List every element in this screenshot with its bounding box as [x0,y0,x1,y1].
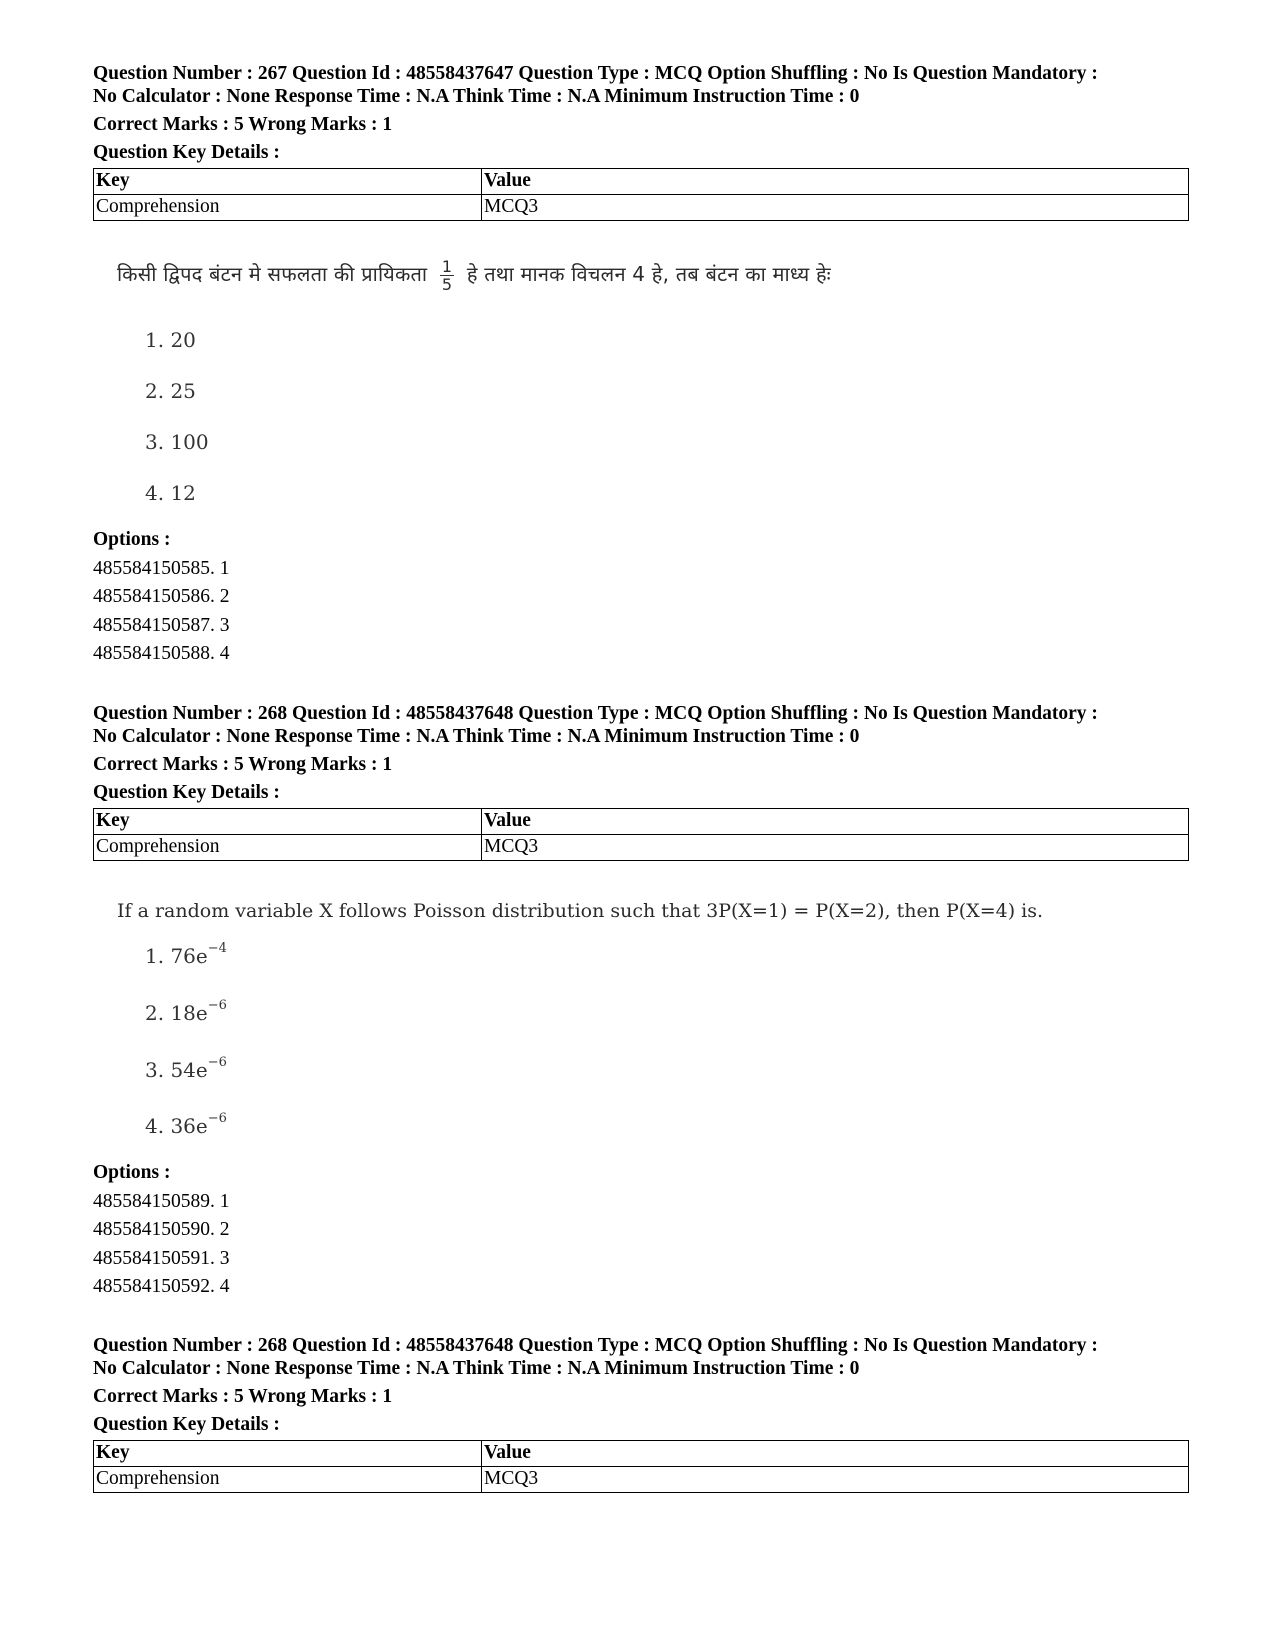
options-list [93,1159,230,1302]
key-cell: Comprehension [94,835,482,861]
option-item: 485584150590. 2 [93,1219,230,1240]
question-text [117,258,1189,293]
key-details-label: Question Key Details : [93,142,280,163]
table-header-row [94,809,1189,835]
table-row [94,835,1189,861]
option-item: 485584150592. 4 [93,1276,230,1297]
question-268-image [93,900,1189,1150]
option-item: 485584150585. 1 [93,557,230,579]
key-value-table [93,808,1189,861]
option-item: 485584150588. 4 [93,643,230,664]
value-cell: MCQ3 [482,195,1189,221]
option-base: 2. 18e [145,1001,208,1025]
table-header-row [94,1441,1189,1467]
image-option-1: 1. 20 [145,328,196,352]
marks-line: Correct Marks : 5 Wrong Marks : 1 [93,1386,393,1407]
option-exponent: −6 [207,998,227,1014]
value-header-cell: Value [482,1441,1189,1467]
question-header [93,1334,1189,1380]
image-option-2 [145,998,227,1025]
question-header-line-1: Question Number : 267 Question Id : 48558437647 Question Type : MCQ Option Shuffling : No Is Question Mandatory : [93,63,1098,84]
key-header-cell: Key [94,809,482,835]
options-label: Options : [93,529,171,550]
question-header-line-1: Question Number : 268 Question Id : 48558437648 Question Type : MCQ Option Shuffling : No Is Question Mandatory : [93,1335,1098,1356]
key-details-label: Question Key Details : [93,1414,280,1435]
fraction-numerator: 1 [441,257,453,276]
marks-line: Correct Marks : 5 Wrong Marks : 1 [93,754,393,775]
image-option-1 [145,941,227,968]
image-option-3: 3. 100 [145,430,209,454]
option-item: 485584150587. 3 [93,614,230,636]
image-option-4: 4. 12 [145,481,196,505]
options-label: Options : [93,1162,171,1183]
key-value-table [93,168,1189,221]
question-header [93,702,1189,748]
options-list [93,526,230,669]
option-exponent: −6 [207,1055,227,1071]
option-item: 485584150586. 2 [93,586,230,607]
option-exponent: −4 [207,941,227,957]
image-option-2: 2. 25 [145,379,196,403]
question-text: If a random variable X follows Poisson distribution such that 3P(X=1) = P(X=2), then P(X=4) is. [117,900,1044,922]
option-base: 3. 54e [145,1058,208,1082]
option-exponent: −6 [207,1111,227,1127]
option-item: 485584150591. 3 [93,1247,230,1269]
table-row [94,1467,1189,1493]
table-row [94,195,1189,221]
key-value-table [93,1440,1189,1493]
question-text-after: हे तथा मानक विचलन 4 हे, तब बंटन का माध्य हेः [466,262,831,286]
key-cell: Comprehension [94,195,482,221]
key-header-cell: Key [94,169,482,195]
marks-line: Correct Marks : 5 Wrong Marks : 1 [93,114,393,135]
key-details-label: Question Key Details : [93,782,280,803]
value-cell: MCQ3 [482,1467,1189,1493]
fraction-denominator: 5 [441,275,453,294]
fraction [440,258,454,293]
question-header-line-1: Question Number : 268 Question Id : 48558437648 Question Type : MCQ Option Shuffling : No Is Question Mandatory : [93,703,1098,724]
question-header-line-2: No Calculator : None Response Time : N.A Think Time : N.A Minimum Instruction Time : 0 [93,1358,860,1379]
image-option-3 [145,1055,227,1082]
question-268-repeat-header-block [93,1334,1189,1493]
value-header-cell: Value [482,809,1189,835]
question-header-line-2: No Calculator : None Response Time : N.A Think Time : N.A Minimum Instruction Time : 0 [93,86,860,107]
option-item: 485584150589. 1 [93,1190,230,1212]
key-cell: Comprehension [94,1467,482,1493]
image-option-4 [145,1111,227,1138]
key-header-cell: Key [94,1441,482,1467]
table-header-row [94,169,1189,195]
question-text-before: किसी द्विपद बंटन मे सफलता की प्रायिकता [117,262,428,286]
question-header-line-2: No Calculator : None Response Time : N.A Think Time : N.A Minimum Instruction Time : 0 [93,726,860,747]
question-267-header-block [93,62,1189,221]
value-header-cell: Value [482,169,1189,195]
question-header [93,62,1189,108]
question-268-header-block [93,702,1189,861]
option-base: 4. 36e [145,1114,208,1138]
option-base: 1. 76e [145,944,208,968]
question-267-image [93,258,1189,508]
value-cell: MCQ3 [482,835,1189,861]
